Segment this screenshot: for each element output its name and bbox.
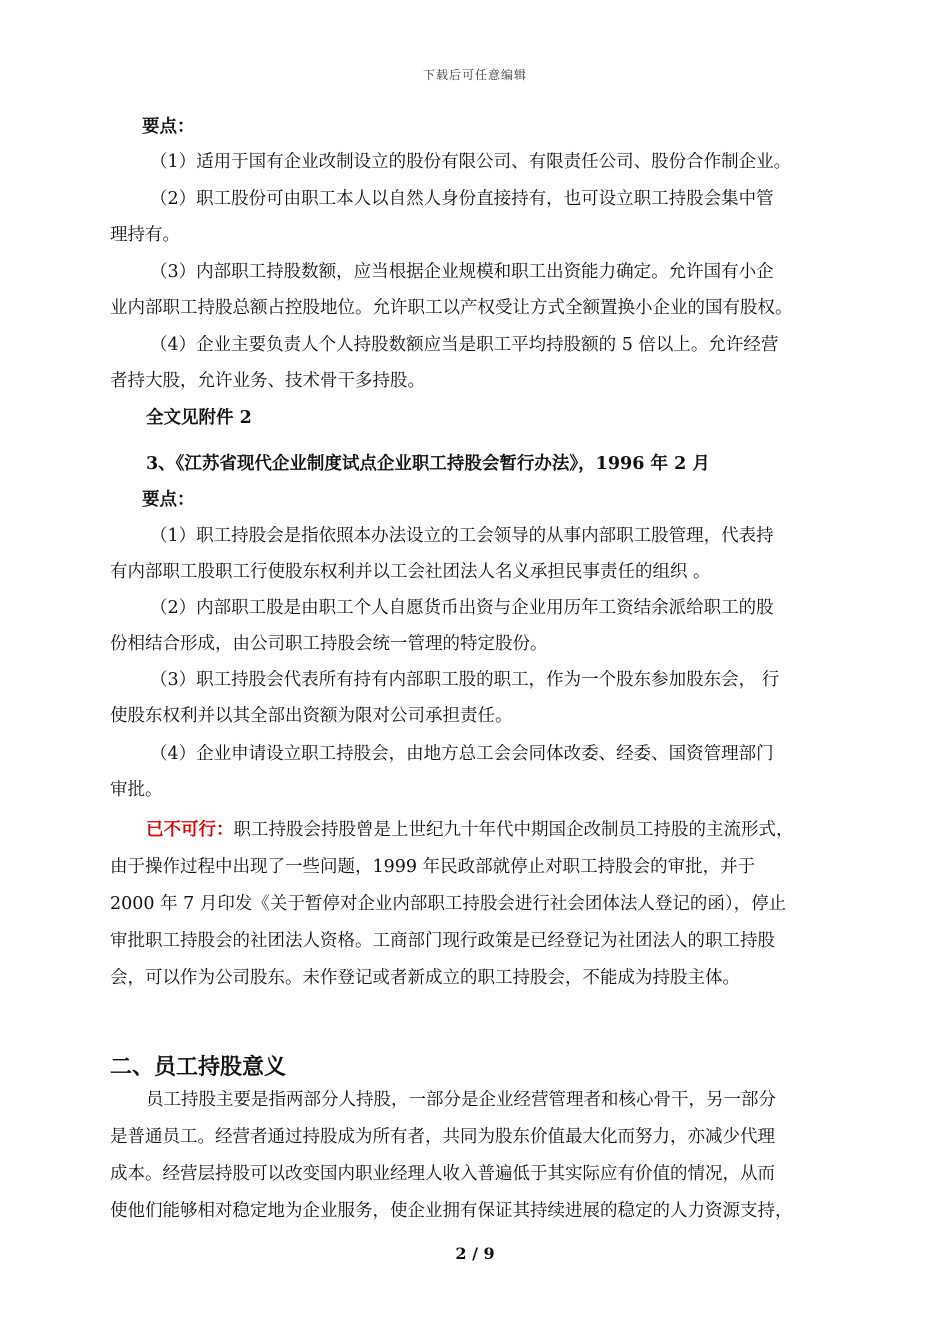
- paragraph-line: （3）内部职工持股数额，应当根据企业规模和职工出资能力确定。允许国有小企: [150, 262, 774, 282]
- paragraph-line: 者持大股，允许业务、技术骨干多持股。: [110, 371, 425, 391]
- paragraph-line: （4）企业申请设立职工持股会，由地方总工会会同体改委、经委、国资管理部门: [150, 744, 774, 764]
- warning-text: 职工持股会持股曾是上世纪九十年代中期国企改制员工持股的主流形式，: [233, 820, 794, 840]
- section-title: 3、《江苏省现代企业制度试点企业职工持股会暂行办法》，1996 年 2 月: [146, 454, 710, 474]
- paragraph-line: （3）职工持股会代表所有持有内部职工股的职工，作为一个股东参加股东会， 行: [150, 670, 780, 690]
- section-heading: 二、员工持股意义: [110, 1055, 287, 1080]
- paragraph-line: 份相结合形成，由公司职工持股会统一管理的特定股份。: [110, 634, 548, 654]
- warning-label: 已不可行：: [146, 820, 234, 840]
- paragraph-line: （2）内部职工股是由职工个人自愿货币出资与企业用历年工资结余派给职工的股: [150, 598, 774, 618]
- page-header: 下载后可任意编辑: [422, 68, 527, 82]
- paragraph-line: （4）企业主要负责人个人持股数额应当是职工平均持股额的 5 倍以上。允许经营: [150, 335, 779, 355]
- paragraph-line: 业内部职工持股总额占控股地位。允许职工以产权受让方式全额置换小企业的国有股权。: [110, 298, 793, 318]
- paragraph-line: 审批。: [110, 780, 163, 800]
- paragraph-line: [146, 818, 794, 842]
- paragraph-line: （2）职工股份可由职工本人以自然人身份直接持有，也可设立职工持股会集中管: [150, 189, 774, 209]
- paragraph-line: 审批职工持股会的社团法人资格。工商部门现行政策是已经登记为社团法人的职工持股: [110, 931, 775, 951]
- key-points-label: 要点：: [142, 490, 195, 510]
- paragraph-line: 2000 年 7 月印发《关于暂停对企业内部职工持股会进行社会团体法人登记的函），停止: [110, 894, 787, 914]
- paragraph-line: 会，可以作为公司股东。未作登记或者新成立的职工持股会，不能成为持股主体。: [110, 968, 740, 988]
- paragraph-line: （1）适用于国有企业改制设立的股份有限公司、有限责任公司、股份合作制企业。: [150, 152, 792, 172]
- page-number: 2 / 9: [455, 1244, 495, 1263]
- paragraph-line: 员工持股主要是指两部分人持股，一部分是企业经营管理者和核心骨干，另一部分: [146, 1090, 776, 1110]
- paragraph-line: 使他们能够相对稳定地为企业服务，使企业拥有保证其持续进展的稳定的人力资源支持，: [110, 1201, 793, 1221]
- paragraph-line: 理持有。: [110, 225, 180, 245]
- attachment-note: 全文见附件 2: [146, 408, 252, 428]
- paragraph-line: 是普通员工。经营者通过持股成为所有者，共同为股东价值最大化而努力，亦减少代理: [110, 1127, 775, 1147]
- paragraph-line: （1）职工持股会是指依照本办法设立的工会领导的从事内部职工股管理，代表持: [150, 526, 774, 546]
- paragraph-line: 由于操作过程中出现了一些问题，1999 年民政部就停止对职工持股会的审批，并于: [110, 857, 756, 877]
- paragraph-line: 成本。经营层持股可以改变国内职业经理人收入普遍低于其实际应有价值的情况，从而: [110, 1164, 775, 1184]
- paragraph-line: 使股东权利并以其全部出资额为限对公司承担责任。: [110, 706, 513, 726]
- paragraph-line: 有内部职工股职工行使股东权利并以工会社团法人名义承担民事责任的组织 。: [110, 562, 711, 582]
- key-points-label: 要点：: [142, 117, 195, 137]
